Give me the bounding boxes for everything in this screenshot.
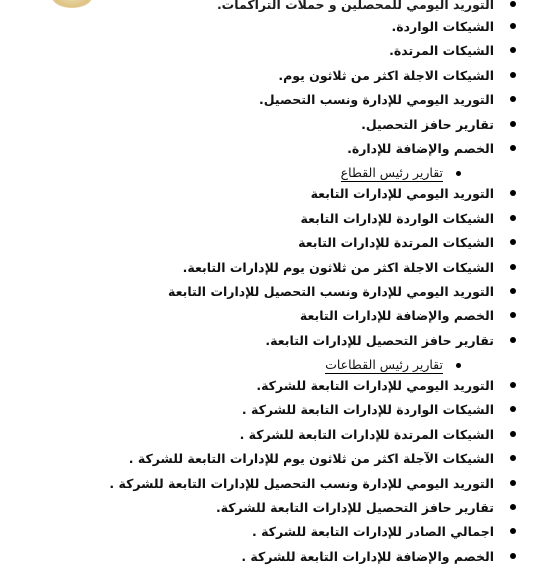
- bullet-icon: [510, 455, 516, 461]
- list-item: الشيكات المرتدة للإدارات التابعة للشركة .: [0, 426, 516, 450]
- bullet-icon: [456, 363, 461, 368]
- list-item: التوريد اليومي للمحصلين و حملات التراكمات.: [0, 0, 516, 18]
- list-item: الخصم والإضافة للإدارات التابعة: [0, 307, 516, 331]
- bullet-icon: [510, 553, 516, 559]
- list-item: التوريد اليومي للإدارة ونسب التحصيل للإدارات التابعة: [0, 283, 516, 307]
- list-item: التوريد اليومي للإدارات التابعة: [0, 185, 516, 209]
- list-item: تقارير حافز التحصيل للإدارات التابعة.: [0, 332, 516, 356]
- list-item: الشيكات المرتدة للإدارات التابعة: [0, 234, 516, 258]
- bullet-icon: [510, 145, 516, 151]
- bullet-icon: [510, 337, 516, 343]
- list-item: الشيكات الاجلة اكثر من ثلاثون يوم.: [0, 67, 516, 91]
- section-heading-sector-head: تقارير رئيس القطاع: [0, 164, 516, 185]
- list-item: الشيكات الواردة للإدارات التابعة: [0, 210, 516, 234]
- bullet-icon: [510, 288, 516, 294]
- list-item: تقارير حافز التحصيل.: [0, 116, 516, 140]
- list-item: الشيكات الآجلة اكثر من ثلاثون يوم للإدارات التابعة للشركة .: [0, 450, 516, 474]
- bullet-icon: [510, 47, 516, 53]
- bullet-icon: [510, 121, 516, 127]
- list-item: تقارير حافز التحصيل للإدارات التابعة للشركة.: [0, 499, 516, 523]
- list-main-reports: [0, 0, 516, 164]
- section-heading-sectors-head: تقارير رئيس القطاعات: [0, 356, 516, 377]
- bullet-icon: [510, 431, 516, 437]
- list-item: التوريد اليومي للإدارات التابعة للشركة.: [0, 377, 516, 401]
- bullet-icon: [510, 190, 516, 196]
- bullet-icon: [510, 1, 516, 7]
- bullet-icon: [510, 23, 516, 29]
- list-item: الخصم والإضافة للإدارات التابعة للشركة .: [0, 548, 516, 572]
- bullet-icon: [510, 528, 516, 534]
- list-item: الشيكات الواردة للإدارات التابعة للشركة .: [0, 401, 516, 425]
- bullet-icon: [510, 239, 516, 245]
- bullet-icon: [510, 264, 516, 270]
- list-company-reports: [0, 377, 516, 572]
- list-item: الشيكات الاجلة اكثر من ثلاثون يوم للإدارات التابعة.: [0, 259, 516, 283]
- bullet-icon: [510, 406, 516, 412]
- bullet-icon: [510, 382, 516, 388]
- list-sector-reports: [0, 185, 516, 356]
- list-item: التوريد اليومي للإدارة ونسب التحصيل.: [0, 91, 516, 115]
- list-item: اجمالي الصادر للإدارات التابعة للشركة .: [0, 523, 516, 547]
- bullet-icon: [510, 480, 516, 486]
- list-item: الخصم والإضافة للإدارة.: [0, 140, 516, 164]
- bullet-icon: [510, 215, 516, 221]
- bullet-icon: [510, 72, 516, 78]
- list-item: التوريد اليومي للإدارة ونسب التحصيل للإدارات التابعة للشركة .: [0, 475, 516, 499]
- bullet-icon: [510, 504, 516, 510]
- list-item: الشيكات المرتدة.: [0, 42, 516, 66]
- bullet-icon: [510, 312, 516, 318]
- list-item: الشيكات الواردة.: [0, 18, 516, 42]
- bullet-icon: [510, 96, 516, 102]
- bullet-icon: [456, 171, 461, 176]
